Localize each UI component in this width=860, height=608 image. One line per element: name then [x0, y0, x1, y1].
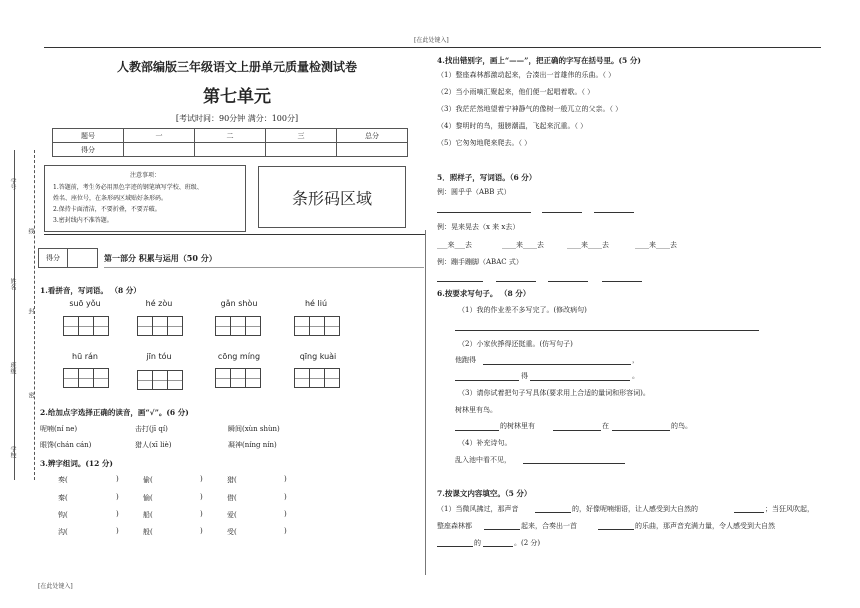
- q3-paren: ): [284, 475, 287, 483]
- q5-blank[interactable]: [437, 212, 531, 213]
- q3-char: 秦(: [58, 494, 68, 502]
- part1-rule: [104, 267, 424, 268]
- q6-blank[interactable]: [455, 430, 499, 431]
- q7-blank[interactable]: [484, 529, 520, 530]
- q6-s2-de: 得: [521, 372, 528, 380]
- q1-writing-grid[interactable]: [215, 368, 260, 388]
- q7-blank[interactable]: [483, 546, 513, 547]
- q6-blank[interactable]: [553, 430, 601, 431]
- q6-sentence-1: （1）我的作业差不多写完了。(修改病句): [458, 306, 587, 314]
- part1-score-value[interactable]: [68, 249, 97, 267]
- seal-line: [34, 150, 35, 480]
- q1-pinyin: cōng míng: [217, 352, 261, 361]
- q3-paren: ): [284, 493, 287, 501]
- section-rule: [44, 234, 425, 235]
- q3-char: 爱(: [227, 511, 237, 519]
- notes-box: [44, 165, 246, 232]
- q3-paren: ): [284, 510, 287, 518]
- q2-option[interactable]: 呢喃(ní ne): [40, 425, 78, 433]
- q5-blank[interactable]: [542, 212, 582, 213]
- q6-comma: ，: [632, 356, 639, 364]
- name-label: 姓名: [9, 278, 16, 290]
- class-label: 班级: [9, 362, 16, 374]
- q5-blank[interactable]: [437, 281, 483, 282]
- q1-pinyin: qīng kuài: [299, 352, 337, 361]
- notes-item: 1.答题前，考生务必用黑色字迹的钢笔填写学校、班级、: [53, 184, 203, 191]
- q6-sentence-2: （2）小家伙掙得还挺重。(仿写句子): [458, 340, 573, 348]
- q7-line2-b: 起来，合奏出一首: [521, 522, 577, 530]
- q1-writing-grid[interactable]: [137, 316, 182, 336]
- q1-writing-grid[interactable]: [137, 370, 182, 390]
- q3-char: 奏(: [58, 476, 68, 484]
- notes-item: 姓名、座位号，在条形码区域贴好条形码。: [53, 195, 168, 202]
- score-cell-total[interactable]: [337, 143, 408, 157]
- q3-paren: ): [284, 527, 287, 535]
- notes-title: 注意事项：: [129, 172, 160, 179]
- seal-char-seal: 封: [27, 308, 34, 314]
- q4-item: （2）当小雨嘀汇聚起来，他们便一起唱着歌。（ ）: [437, 88, 595, 96]
- q5-title: 5．照样子，写词语。（6 分）: [437, 173, 537, 182]
- barcode-label: 条形码区域: [291, 189, 372, 208]
- notes-item: 3.密封线内不准答题。: [53, 217, 113, 224]
- q4-title: 4.找出错别字，画上“——”，把正确的字写在括号里。(5 分): [437, 56, 641, 65]
- q7-line3-b: 。(2 分): [514, 539, 541, 547]
- q3-char: 愉(: [143, 494, 153, 502]
- score-cell-1[interactable]: [124, 143, 195, 157]
- q5-example-1: 例：圆乎乎（ABB 式）: [437, 188, 511, 196]
- q3-char: 钩(: [58, 511, 68, 519]
- score-table: [52, 128, 408, 157]
- q2-option[interactable]: 击打(jī qí): [135, 425, 168, 433]
- header-rule: [44, 47, 821, 48]
- q5-blank-pattern[interactable]: ____来____去: [635, 241, 677, 249]
- q6-answer-line[interactable]: [455, 330, 759, 331]
- q3-char: 般(: [143, 528, 153, 536]
- q7-title: 7.按课文内容填空。（5 分）: [437, 489, 532, 498]
- q3-char: 偷(: [143, 476, 153, 484]
- q5-blank[interactable]: [594, 212, 634, 213]
- q7-line1-c: ；当狂风吹起，: [765, 505, 814, 513]
- q5-blank-pattern[interactable]: ___来___去: [437, 241, 472, 249]
- q1-pinyin: jīn tóu: [146, 352, 172, 361]
- barcode-area: [258, 166, 406, 228]
- score-header-3: 三: [266, 129, 337, 143]
- q3-paren: ): [200, 527, 203, 535]
- q6-s3-end: 的鸟。: [671, 422, 692, 430]
- q3-paren: ): [200, 493, 203, 501]
- q7-line3-a: 的: [474, 539, 481, 547]
- q6-poem-line: 乱入池中看不见，: [455, 456, 511, 464]
- q1-pinyin: suō yǒu: [69, 299, 101, 308]
- q3-paren: ): [200, 510, 203, 518]
- q7-line1-b: 的，好像呢喃细语，让人感受到大自然的: [572, 505, 698, 513]
- q3-char: 船(: [143, 511, 153, 519]
- part1-score-label: 得分: [39, 249, 68, 267]
- score-row-label: 得分: [53, 143, 124, 157]
- q5-example-2: 例：晃来晃去（x 来 x去）: [437, 223, 520, 231]
- score-header-1: 一: [124, 129, 195, 143]
- score-header-question: 题号: [53, 129, 124, 143]
- exam-info: [考试时间：90分钟 满分：100分]: [175, 114, 299, 123]
- q6-s3-zai: 在: [602, 422, 609, 430]
- q4-item: （3）我茫茫然地望着宁神静气的像树一般兀立的父亲。（ ）: [437, 105, 623, 113]
- q5-example-3: 例：蹦手蹦脚（ABAC 式）: [437, 258, 523, 266]
- q3-paren: ): [116, 527, 119, 535]
- q7-blank[interactable]: [535, 512, 571, 513]
- q3-title: 3.辨字组词。(12 分): [40, 459, 113, 468]
- q1-writing-grid[interactable]: [63, 368, 108, 388]
- q6-blank[interactable]: [483, 364, 631, 365]
- unit-title: 第七单元: [203, 87, 271, 107]
- score-header-total: 总分: [337, 129, 408, 143]
- q3-char: 受(: [227, 528, 237, 536]
- q3-paren: ): [116, 493, 119, 501]
- q5-blank[interactable]: [496, 281, 536, 282]
- q6-s2-start: 他跑得: [455, 356, 476, 364]
- student-id-label: 学号: [9, 178, 16, 190]
- score-header-2: 二: [195, 129, 266, 143]
- q4-item: （5）它匆匆地爬来爬去。（ ）: [437, 139, 532, 147]
- q1-pinyin: gǎn shòu: [220, 299, 258, 308]
- q3-char: 借(: [227, 494, 237, 502]
- seal-char-secret: 密: [27, 392, 34, 398]
- q6-title: 6.按要求写句子。 （8 分）: [437, 289, 531, 298]
- q6-s3-base: 树林里有鸟。: [455, 406, 497, 414]
- q7-blank[interactable]: [437, 546, 473, 547]
- q1-title: 1.看拼音，写词语。 （8 分）: [40, 286, 141, 295]
- q5-blank-pattern[interactable]: ____来____去: [502, 241, 544, 249]
- seal-char-line: 线: [27, 228, 34, 234]
- q2-option[interactable]: 眼馋(chán cán): [40, 441, 92, 449]
- q2-option[interactable]: 凝神(níng nín): [228, 441, 277, 449]
- q2-title: 2.给加点字选择正确的读音，画“√”。(6 分): [40, 408, 189, 417]
- part1-title: 第一部分 积累与运用（50 分）: [104, 253, 217, 263]
- q1-pinyin: hé zòu: [145, 299, 173, 308]
- part1-score-box: [38, 248, 98, 268]
- column-divider: [425, 230, 426, 575]
- q5-blank-pattern[interactable]: ____来____去: [567, 241, 609, 249]
- q6-sentence-4: （4）补充诗句。: [458, 439, 512, 447]
- q7-blank[interactable]: [734, 512, 764, 513]
- q1-writing-grid[interactable]: [294, 316, 339, 336]
- q6-blank[interactable]: [612, 430, 670, 431]
- exam-title: 人教部编版三年级语文上册单元质量检测试卷: [116, 60, 357, 74]
- q6-s3-text: 的树林里有: [500, 422, 535, 430]
- notes-item: 2.保持卡面清洁，不要折叠，不要弄破。: [53, 206, 161, 213]
- q6-blank[interactable]: [523, 463, 625, 464]
- q1-writing-grid[interactable]: [63, 316, 108, 336]
- score-cell-2[interactable]: [195, 143, 266, 157]
- q7-blank[interactable]: [598, 529, 634, 530]
- q1-writing-grid[interactable]: [294, 368, 339, 388]
- q5-blank[interactable]: [602, 281, 642, 282]
- binding-margin-line: [14, 150, 15, 480]
- q1-writing-grid[interactable]: [215, 316, 260, 336]
- q7-line2-a: 整座森林都: [437, 522, 472, 530]
- q6-blank[interactable]: [455, 380, 519, 381]
- q4-item: （4）黎明时的鸟，翅膀潮温，飞起来沉重。（ ）: [437, 122, 588, 130]
- school-label: 学校: [9, 446, 16, 458]
- q3-char: 沟(: [58, 528, 68, 536]
- q3-char: 猎(: [227, 476, 237, 484]
- q2-option[interactable]: 瞬间(xùn shùn): [228, 425, 280, 433]
- q7-line2-c: 的乐曲，那声音充满力量，令人感受到大自然: [635, 522, 775, 530]
- q5-blank[interactable]: [548, 281, 588, 282]
- q1-pinyin: hū rán: [72, 352, 98, 361]
- q6-period: 。: [632, 372, 639, 380]
- q7-line1-a: （1）当微风拂过，那声音: [437, 505, 519, 513]
- q6-blank[interactable]: [530, 380, 630, 381]
- footer-note: [在此处键入]: [38, 583, 73, 590]
- q3-paren: ): [116, 475, 119, 483]
- q3-paren: ): [200, 475, 203, 483]
- q6-sentence-3: （3）请你试着把句子写具体(要求用上合适的量词和形容词)。: [458, 389, 650, 397]
- q3-paren: ): [116, 510, 119, 518]
- header-note: [在此处键入]: [414, 37, 449, 44]
- q1-pinyin: hé liú: [304, 299, 328, 308]
- q4-item: （1）整座森林都激动起来，合凑出一首雄伟的乐曲。（ ）: [437, 71, 616, 79]
- score-cell-3[interactable]: [266, 143, 337, 157]
- q2-option[interactable]: 猎人(xī liè): [135, 441, 172, 449]
